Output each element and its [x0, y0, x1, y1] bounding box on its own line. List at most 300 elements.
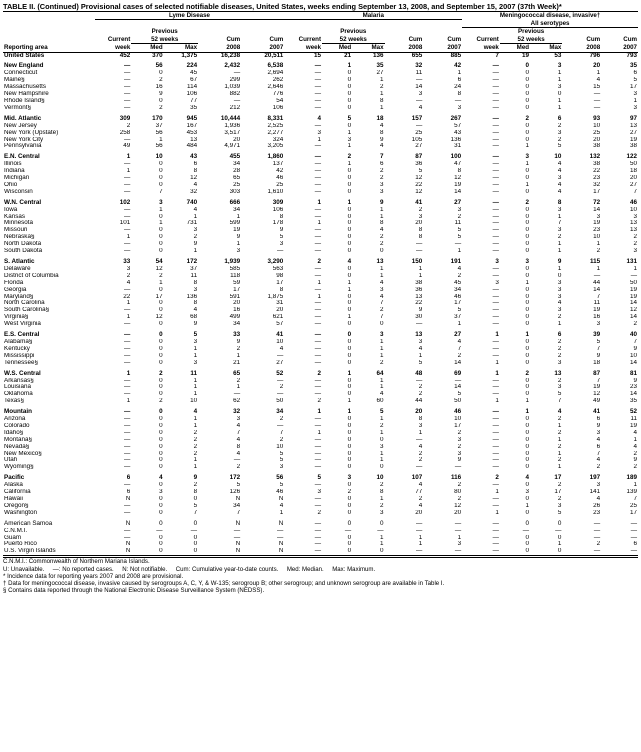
value-cell: 4 — [557, 408, 562, 416]
value-cell: 2 — [317, 398, 322, 405]
value-cell: 0 — [525, 429, 530, 436]
value-cell: 52 — [276, 369, 284, 377]
value-cell: — — [492, 422, 499, 429]
value-cell: 35 — [629, 398, 637, 405]
table-row — [3, 189, 638, 196]
value-cell: 2,277 — [267, 129, 284, 136]
value-cell: 4 — [193, 206, 198, 213]
reporting-area-cell: E.S. Central — [4, 331, 40, 339]
value-cell: 0 — [347, 77, 352, 84]
value-cell: 3 — [557, 293, 562, 300]
table-row — [3, 360, 638, 367]
value-cell: — — [314, 345, 322, 352]
col-2008: 2008 — [586, 43, 601, 51]
value-cell: 2 — [557, 234, 562, 241]
col-52weeks: 52 weeks — [500, 36, 563, 44]
value-cell: 1 — [126, 153, 131, 161]
value-cell: — — [314, 464, 322, 471]
value-cell: 499 — [229, 314, 241, 321]
value-cell: 0 — [159, 377, 163, 384]
value-cell: 2 — [418, 457, 423, 464]
value-cell: 0 — [525, 248, 530, 255]
value-cell: 0 — [525, 206, 530, 213]
reporting-area-cell: New Mexico§ — [4, 450, 42, 457]
value-cell: 1 — [495, 331, 499, 339]
value-cell: 4 — [418, 104, 423, 111]
footnote: † Data for meningococcal disease, invasive caused by serogroups A, C, Y, & W-135; serogroup B; other serogroup; and unknown serogroup are available in Table I. — [3, 580, 445, 588]
value-cell: 16 — [593, 314, 601, 321]
value-cell: 3 — [347, 136, 352, 143]
table-row — [3, 528, 638, 535]
value-cell: — — [123, 429, 131, 436]
value-cell: 23 — [593, 509, 601, 516]
value-cell: 3,205 — [267, 143, 284, 150]
value-cell: 101 — [119, 220, 131, 227]
value-cell: — — [123, 443, 131, 450]
reporting-area-cell: Kansas — [4, 213, 26, 220]
table-row — [3, 266, 638, 273]
value-cell: 56 — [155, 129, 163, 136]
table-row — [3, 451, 638, 458]
value-cell: 2 — [525, 198, 530, 206]
value-cell: — — [344, 527, 352, 534]
value-cell: 0 — [525, 265, 530, 272]
table-title: TABLE II. (Continued) Provisional cases of selected notifiable diseases, United States, weeks ending September 13, 2008, and September 15, 2007 (37th Week)* — [3, 2, 562, 11]
col-52weeks: 52 weeks — [322, 36, 385, 44]
value-cell: 2 — [159, 369, 163, 377]
value-cell: 0 — [525, 436, 530, 443]
reporting-area-cell: South Dakota — [4, 248, 43, 255]
value-cell: 945 — [186, 114, 198, 122]
value-cell: 3 — [457, 450, 462, 457]
value-cell: — — [492, 496, 499, 502]
value-cell: 0 — [347, 104, 352, 111]
value-cell: 19 — [629, 286, 637, 293]
col-2007: 2007 — [269, 43, 284, 51]
value-cell: 131 — [626, 258, 637, 265]
value-cell: — — [492, 377, 499, 384]
value-cell: 0 — [525, 450, 530, 457]
table-row — [3, 339, 638, 346]
value-cell: 7 — [380, 314, 384, 321]
value-cell: 0 — [525, 338, 530, 345]
value-cell: 2 — [193, 443, 198, 450]
value-cell: 1,936 — [224, 122, 241, 129]
value-cell: 11 — [630, 416, 637, 423]
value-cell: 0 — [525, 227, 530, 234]
value-cell: 1 — [525, 502, 530, 509]
value-cell: 0 — [159, 519, 163, 527]
reporting-area-cell: Nevada§ — [4, 443, 30, 450]
value-cell: 136 — [373, 52, 384, 59]
value-cell: 1,375 — [181, 52, 198, 59]
value-cell: — — [492, 234, 499, 241]
value-cell: — — [123, 527, 131, 534]
value-cell: — — [123, 450, 131, 457]
value-cell: — — [314, 122, 322, 129]
value-cell: 5 — [457, 234, 462, 241]
value-cell: 2 — [633, 234, 637, 241]
value-cell: — — [555, 527, 562, 534]
col-week: week — [305, 43, 322, 51]
col-med: Med — [338, 44, 352, 52]
value-cell: 9 — [633, 377, 637, 384]
value-cell: 1 — [557, 436, 562, 443]
value-cell: 1,860 — [267, 153, 284, 161]
value-cell: 34 — [233, 502, 241, 509]
value-cell: 5 — [557, 143, 562, 150]
value-cell: 39 — [593, 331, 601, 339]
value-cell: 67 — [190, 77, 198, 84]
value-cell: 13 — [415, 293, 423, 300]
value-cell: 56 — [155, 143, 163, 150]
value-cell: 1 — [495, 398, 499, 405]
value-cell: 2 — [633, 464, 637, 471]
value-cell: 0 — [159, 464, 163, 471]
value-cell: 3 — [193, 338, 198, 345]
col-current: Current — [298, 35, 322, 43]
value-cell: — — [314, 422, 322, 429]
value-cell: 3 — [596, 429, 601, 436]
value-cell: 0 — [525, 84, 530, 91]
value-cell: 2 — [279, 416, 284, 423]
value-cell: 19 — [454, 181, 462, 188]
value-cell: 1 — [380, 429, 384, 436]
value-cell: — — [454, 241, 462, 248]
value-cell: 0 — [159, 450, 163, 457]
value-cell: 1 — [418, 265, 423, 272]
value-cell: 105 — [411, 136, 423, 143]
value-cell: 8 — [279, 286, 284, 293]
value-cell: 5 — [347, 114, 352, 122]
value-cell: 98 — [276, 272, 284, 279]
value-cell: 9 — [236, 338, 241, 345]
value-cell: 1 — [380, 104, 384, 111]
reporting-area-cell: West Virginia — [4, 321, 41, 328]
value-cell: 2 — [317, 369, 322, 377]
col-med: Med — [516, 44, 530, 52]
value-cell: 6 — [126, 474, 131, 482]
reporting-area-cell: Oregon§ — [4, 502, 29, 509]
value-cell: — — [123, 248, 131, 255]
value-cell: 731 — [186, 220, 198, 227]
value-cell: 0 — [525, 482, 530, 489]
value-cell: — — [123, 534, 131, 541]
value-cell: 16 — [233, 307, 241, 314]
value-cell: 563 — [272, 265, 284, 272]
value-cell: 0 — [159, 345, 163, 352]
reporting-area-cell: New York City — [4, 136, 44, 143]
value-cell: — — [492, 206, 499, 213]
value-cell: 3 — [557, 206, 562, 213]
value-cell: — — [492, 70, 499, 77]
value-cell: N — [235, 496, 241, 502]
value-cell: 2 — [596, 464, 601, 471]
value-cell: 15 — [314, 52, 322, 59]
value-cell: N — [125, 541, 131, 548]
value-cell: 25 — [276, 181, 284, 188]
value-cell: 0 — [557, 534, 562, 541]
table-row — [3, 391, 638, 398]
value-cell: 3 — [557, 129, 562, 136]
value-cell: 0 — [525, 91, 530, 98]
value-cell: — — [277, 377, 284, 384]
value-cell: 6 — [596, 443, 601, 450]
value-cell: 1 — [525, 398, 530, 405]
value-cell: 258 — [119, 129, 131, 136]
value-cell: 10 — [454, 416, 462, 423]
value-cell: 27 — [629, 181, 637, 188]
value-cell: 16 — [155, 84, 163, 91]
value-cell: 0 — [557, 519, 562, 527]
value-cell: 44 — [415, 398, 423, 405]
value-cell: 0 — [347, 457, 352, 464]
table-row — [3, 137, 638, 144]
reporting-area-cell: New York (Upstate) — [4, 129, 59, 136]
value-cell: — — [314, 77, 322, 84]
value-cell: — — [123, 359, 131, 366]
value-cell: 65 — [233, 175, 241, 182]
value-cell: 87 — [415, 153, 423, 161]
value-cell: 4 — [418, 502, 423, 509]
value-cell: — — [314, 331, 322, 339]
value-cell: 49 — [593, 398, 601, 405]
value-cell: 2 — [317, 509, 322, 516]
value-cell: — — [454, 548, 462, 555]
value-cell: — — [233, 70, 241, 77]
value-cell: — — [314, 241, 322, 248]
value-cell: 9 — [557, 258, 562, 265]
reporting-area-cell: Missouri — [4, 227, 28, 234]
value-cell: 4 — [557, 168, 562, 175]
reporting-area-cell: Mountain — [4, 408, 32, 416]
value-cell: — — [233, 391, 241, 398]
table-row — [3, 471, 638, 482]
table-row — [3, 405, 638, 416]
value-cell: 7 — [633, 338, 637, 345]
table-row — [3, 161, 638, 168]
value-cell: 0 — [557, 548, 562, 555]
value-cell: — — [233, 97, 241, 104]
table-row — [3, 91, 638, 98]
value-cell: 0 — [525, 391, 530, 398]
value-cell: 1,610 — [267, 188, 284, 195]
value-cell: 7 — [596, 377, 601, 384]
value-cell: 4 — [380, 143, 384, 150]
value-cell: 1 — [380, 541, 384, 548]
value-cell: — — [492, 181, 499, 188]
value-cell: — — [123, 338, 131, 345]
value-cell: — — [492, 91, 499, 98]
value-cell: 3 — [347, 474, 352, 482]
value-cell: 12 — [415, 175, 423, 182]
table-row — [3, 437, 638, 444]
value-cell: 309 — [119, 114, 131, 122]
value-cell: 122 — [626, 153, 637, 161]
value-cell: 0 — [347, 265, 352, 272]
value-cell: 1 — [347, 143, 352, 150]
footnote: § Contains data reported through the National Electronic Disease Surveillance System (NEDSS). — [3, 587, 265, 595]
table-row — [3, 168, 638, 175]
value-cell: 0 — [347, 220, 352, 227]
value-cell: 882 — [229, 91, 241, 98]
value-cell: 1 — [380, 265, 384, 272]
value-cell: 15 — [593, 84, 601, 91]
value-cell: 0 — [159, 482, 163, 489]
table-row — [3, 214, 638, 221]
value-cell: 4 — [633, 443, 637, 450]
value-cell: — — [492, 188, 499, 195]
value-cell: 0 — [193, 541, 198, 548]
value-cell: 27 — [276, 359, 284, 366]
value-cell: — — [492, 464, 499, 471]
value-cell: 4 — [380, 293, 384, 300]
value-cell: 2 — [380, 502, 384, 509]
value-cell: — — [314, 519, 322, 527]
value-cell: 2 — [159, 272, 163, 279]
value-cell: 4 — [457, 265, 462, 272]
col-max: Max — [549, 44, 562, 52]
value-cell: 7 — [380, 153, 384, 161]
value-cell: 170 — [152, 114, 163, 122]
value-cell: 7 — [159, 188, 163, 195]
value-cell: — — [492, 265, 499, 272]
value-cell: 9 — [380, 198, 384, 206]
value-cell: 7 — [457, 345, 462, 352]
value-cell: 36 — [415, 286, 423, 293]
table-row — [3, 273, 638, 280]
value-cell: 11 — [190, 272, 198, 279]
value-cell: — — [492, 527, 499, 534]
value-cell: 0 — [525, 272, 530, 279]
value-cell: 2 — [126, 122, 131, 129]
value-cell: 0 — [347, 482, 352, 489]
value-cell: 1 — [279, 509, 284, 516]
value-cell: 0 — [525, 129, 530, 136]
value-cell: N — [278, 541, 284, 548]
value-cell: 32 — [415, 62, 423, 70]
value-cell: 106 — [272, 206, 284, 213]
value-cell: 3 — [557, 307, 562, 314]
value-cell: 14 — [454, 188, 462, 195]
value-cell: — — [492, 307, 499, 314]
value-cell: 1 — [317, 136, 322, 143]
value-cell: 1 — [317, 279, 322, 286]
reporting-area-cell: North Dakota — [4, 241, 42, 248]
value-cell: 36 — [415, 161, 423, 168]
table-row — [3, 207, 638, 214]
table-row — [3, 384, 638, 391]
value-cell: — — [314, 496, 322, 502]
reporting-area-cell: Puerto Rico — [4, 541, 37, 548]
table-row — [3, 416, 638, 423]
value-cell: 87 — [593, 369, 601, 377]
table-row — [3, 175, 638, 182]
table-row — [3, 367, 638, 378]
value-cell: 132 — [589, 153, 601, 161]
value-cell: 27 — [629, 129, 637, 136]
value-cell: 68 — [190, 314, 198, 321]
value-cell: 1 — [193, 213, 198, 220]
value-cell: — — [123, 384, 131, 391]
value-cell: 3 — [380, 181, 384, 188]
value-cell: 20 — [233, 300, 241, 307]
value-cell: — — [123, 91, 131, 98]
value-cell: 0 — [347, 429, 352, 436]
table-row — [3, 353, 638, 360]
reporting-area-cell: Minnesota — [4, 220, 34, 227]
value-cell: 2 — [457, 272, 462, 279]
value-cell: 2 — [380, 482, 384, 489]
value-cell: 38 — [593, 143, 601, 150]
value-cell: 178 — [272, 220, 284, 227]
value-cell: — — [123, 352, 131, 359]
reporting-area-cell: Oklahoma — [4, 391, 33, 398]
value-cell: 2 — [418, 496, 423, 502]
value-cell: 43 — [454, 129, 462, 136]
value-cell: 7 — [236, 429, 241, 436]
value-cell: 20,511 — [264, 52, 284, 59]
value-cell: 6 — [557, 114, 562, 122]
value-cell: 1 — [193, 457, 198, 464]
table-row — [3, 227, 638, 234]
value-cell: 1 — [126, 234, 131, 241]
reporting-area-cell: W.S. Central — [4, 369, 41, 377]
table-row — [3, 196, 638, 207]
reporting-area-cell: E.N. Central — [4, 153, 40, 161]
value-cell: — — [314, 443, 322, 450]
value-cell: 2 — [633, 321, 637, 328]
value-cell: 0 — [159, 443, 163, 450]
value-cell: 1 — [557, 241, 562, 248]
value-cell: 1 — [557, 77, 562, 84]
value-cell: 0 — [159, 161, 163, 168]
value-cell: 2 — [557, 136, 562, 143]
value-cell: 17 — [233, 286, 241, 293]
value-cell: 20 — [629, 175, 637, 182]
value-cell: 7 — [279, 429, 284, 436]
table-row — [3, 328, 638, 339]
value-cell: 4 — [418, 482, 423, 489]
value-cell: 8 — [193, 300, 198, 307]
value-cell: 0 — [347, 464, 352, 471]
value-cell: 1 — [380, 416, 384, 423]
value-cell: 14 — [629, 314, 637, 321]
value-cell: 0 — [159, 352, 163, 359]
value-cell: 2 — [557, 457, 562, 464]
value-cell: N — [278, 548, 284, 555]
value-cell: 5 — [457, 391, 462, 398]
value-cell: 1 — [193, 377, 198, 384]
value-cell: 50 — [454, 398, 462, 405]
value-cell: 0 — [159, 286, 163, 293]
reporting-area-cell: Guam — [4, 534, 22, 541]
table-row — [3, 70, 638, 77]
table-header — [3, 12, 638, 53]
value-cell: 8 — [457, 91, 462, 98]
footnote: U: Unavailable. —: No reported cases. N: Not notifiable. Cum: Cumulative year-to-date counts. Med: Median. Max: Maximum. — [3, 565, 376, 573]
value-cell: 22 — [415, 300, 423, 307]
value-cell: 7 — [557, 398, 562, 405]
value-cell: 0 — [347, 84, 352, 91]
reporting-area-cell: New England — [4, 62, 44, 70]
value-cell: — — [492, 198, 499, 206]
col-cum: Cum — [586, 35, 601, 43]
value-cell: — — [314, 450, 322, 457]
value-cell: 0 — [525, 345, 530, 352]
value-cell: — — [123, 408, 131, 416]
value-cell: 0 — [525, 314, 530, 321]
